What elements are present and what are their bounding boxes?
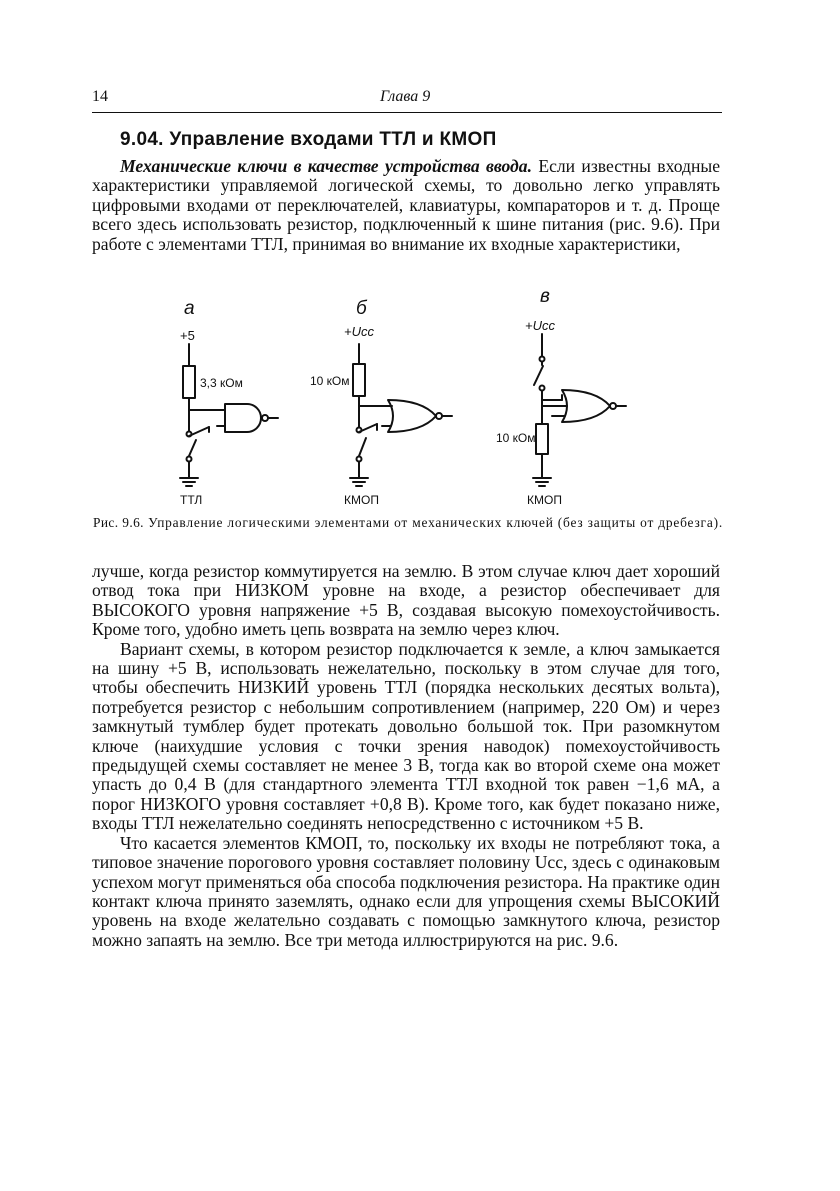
circuit-b bbox=[350, 344, 452, 486]
figure-caption bbox=[92, 515, 724, 531]
intro-text: Если известны входные характеристики управляемой логической схемы, то довольно легко управлять цифровыми входами от переключателей, клавиатуры, компараторов и т. д. Проще всего здесь использовать резистор, подключенный к шине питания (рис. 9.6). При работе с элементами ТТЛ, принимая во внимание их входные характеристики, bbox=[92, 156, 721, 254]
body-paragraph-1: лучше, когда резистор коммутируется на землю. В этом случае ключ дает хороший отвод тока при НИЗКОМ уровне на входе, а резистор обеспечивает для ВЫСОКОГО уровня напряжение +5 В, создавая высокую помехоустойчивость. Кроме того, удобно иметь цепь возврата на землю через ключ. bbox=[92, 561, 720, 640]
circuit-diagrams bbox=[92, 282, 732, 514]
header-rule bbox=[92, 112, 722, 113]
section-title: 9.04. Управление входами ТТЛ и КМОП bbox=[120, 129, 497, 150]
panel-c-letter: в bbox=[540, 286, 550, 307]
body-text bbox=[92, 562, 720, 950]
body-paragraph-2: Вариант схемы, в котором резистор подключается к земле, а ключ замыкается на шину +5 В, использовать нежелательно, поскольку в этом случае для того, чтобы обеспечить НИЗКИЙ уровень ТТЛ (порядка нескольких десятых вольта), потребуется резистор с небольшим сопротивлением (например, 220 Ом) и через замкнутый тумблер будет протекать довольно большой ток. При разомкнутом ключе (наихудшие условия с точки зрения наводок) помехоустойчивость предыдущей схемы составляет не менее 3 В, тогда как во второй схеме она может упасть до 0,4 В (для стандартного элемента ТТЛ входной ток равен −1,6 мА, а порог НИЗКОГО уровня составляет +0,8 В). Кроме того, как будет показано ниже, входы ТТЛ нежелательно соединять непосредственно с источником +5 В. bbox=[92, 638, 720, 834]
panel-c-resistor: 10 кОм bbox=[496, 431, 536, 445]
panel-c-family: КМОП bbox=[527, 493, 562, 507]
circuit-c bbox=[533, 334, 626, 486]
panel-a-resistor: 3,3 кОм bbox=[200, 376, 243, 390]
body-paragraph-3: Что касается элементов КМОП, то, поскольку их входы не потребляют тока, а типовое значение порогового уровня составляет половину Ucc, здесь с одинаковым успехом могут применяться оба способа подключения резистора. На практике один контакт ключа принято заземлять, однако если для упрощения схемы ВЫСОКИЙ уровень на входе желательно создавать с помощью замкнутого ключа, резистор можно запаять на землю. Все три метода иллюстрируются на рис. 9.6. bbox=[92, 832, 720, 950]
panel-b-supply: +Ucc bbox=[344, 324, 374, 339]
panel-b-letter: б bbox=[356, 298, 367, 319]
caption-figure-ref: Рис. 9.6. bbox=[92, 515, 144, 530]
panel-b-family: КМОП bbox=[344, 493, 379, 507]
panel-b-resistor: 10 кОм bbox=[310, 374, 350, 388]
page-number: 14 bbox=[92, 88, 108, 105]
nand-gate-b bbox=[388, 400, 436, 432]
resistor-c bbox=[536, 424, 548, 454]
intro-paragraph bbox=[92, 157, 720, 254]
resistor-a bbox=[183, 366, 195, 398]
nand-gate-c bbox=[562, 390, 610, 422]
panel-c-supply: +Ucc bbox=[525, 318, 555, 333]
panel-a-supply: +5 bbox=[180, 328, 195, 343]
running-head-chapter: Глава 9 bbox=[380, 88, 431, 105]
intro-lead: Механические ключи в качестве устройства ввода. bbox=[120, 156, 532, 176]
panel-a-letter: а bbox=[184, 298, 195, 319]
circuit-a bbox=[180, 344, 278, 486]
nand-gate-a bbox=[225, 404, 261, 432]
panel-a-family: ТТЛ bbox=[180, 493, 203, 507]
figure-9-6 bbox=[92, 282, 732, 514]
resistor-b bbox=[353, 364, 365, 396]
caption-text: Управление логическими элементами от механических ключей (без защиты от дребезга). bbox=[148, 515, 723, 530]
